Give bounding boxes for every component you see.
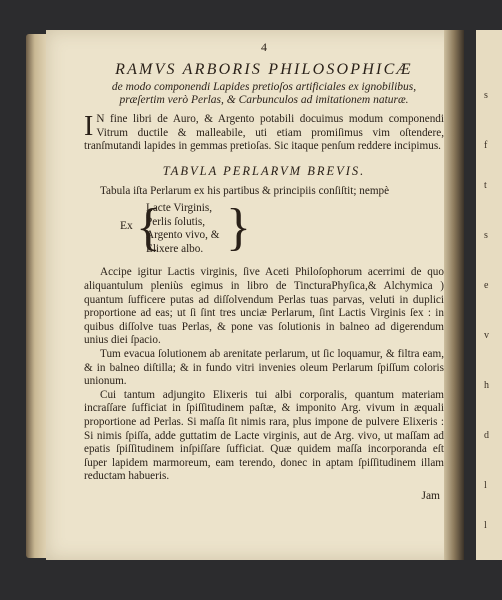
ex-label: Ex [120,220,133,233]
ingredients-list [146,202,219,256]
body-paragraph-3: Cui tantum adjungito Elixeris tui albi corporalis, quantum materiam incraſſare ſufficiat in ſpiſſitudinem paſtæ, & imponito Arg. vivum in æquali proportione ad Perlas. Si maſſa ſit nimis rara, plus impone de pulvere Elixeris : Si nimis ſpiſſa, adde guttatim de Lacte virginis, aut de Arg. vivo, ut maſſam ad epatis ſpiſſitudinem inſpiſſare ſufficiat. Quæ quidem maſſa incorporanda eſt ſuper lapidem marmoreum, eam terendo, donec in aptam ſpiſſitudinem illam reductam habueris. [84,388,444,483]
section-title: TABVLA PERLARVM BREVIS. [162,163,366,178]
facing-page-edge [476,30,502,560]
page-number: 4 [261,40,267,54]
facing-letter: t [484,180,487,191]
facing-letter: v [484,330,489,341]
open-book [26,30,489,560]
ingredient-item: Argento vivo, & [146,229,220,242]
ingredients-block [84,200,444,260]
intro-text: N fine libri de Auro, & Argento potabili docuimus modum componendi Vitrum ductile & malleabile, uti etiam promiſimus vim oſtendere, tranſmutandi lapides in gemmas pretioſas. Sic itaque penſum reddere incipimus. [84,113,444,153]
facing-letter: d [484,430,489,441]
facing-letter: e [484,280,489,291]
facing-letter: s [484,90,488,101]
chapter-heading: RAMVS ARBORIS PHILOSOPHICÆ [115,61,413,78]
ingredient-item: Elixere albo. [146,242,204,255]
facing-letter: h [484,380,489,391]
chapter-subtitle: de modo componendi Lapides pretioſos artificiales ex ignobilibus, præſertim verò Perlas, & Carbunculos ad imitationem naturæ. [111,81,417,106]
ingredient-item: Lacte Virginis, [146,202,213,215]
page-stack-edge [26,34,48,558]
right-brace: } [226,199,251,257]
ingredient-item: Perlis ſolutis, [146,215,206,228]
catchword: Jam [421,489,440,502]
facing-letter: l [484,520,487,531]
left-brace: { [136,199,161,257]
binding-gutter [444,30,464,560]
facing-letter: s [484,230,488,241]
body-paragraph-2: Tum evacua ſolutionem ab arenitate perlarum, ut ſic loquamur, & filtra eam, & in balneo diſtilla; & in fundo vitri invenies oleum Perlarum ſpiſſum coloris unionum. [84,347,444,388]
facing-letter: f [484,140,488,151]
book-page [46,30,464,560]
drop-capital: I [84,111,94,142]
intro-paragraph [84,113,444,154]
tabula-intro: Tabula iſta Perlarum ex his partibus & principiis conſiſtit; nempè [100,184,390,197]
body-paragraph-1: Accipe igitur Lactis virginis, ſive Aceti Philoſophorum acerrimi de quo aliquantulum pleniùs egimus in libro de TincturaPhyſica,& Alchymica ) quantum ſufficere putas ad diſſolvendum Perlas tuas parvas, veluti in duplici proportione ad eas; ut ſi ſint tres unciæ Perlarum, ſint Lactis Virginis ſex : in quibus diſſolve tuas Perlas, & pone vas ſolutionis in balneo ad digerendum unius diei ſpacio. [84,266,444,347]
page-text [84,40,444,502]
facing-letter: l [484,480,487,491]
